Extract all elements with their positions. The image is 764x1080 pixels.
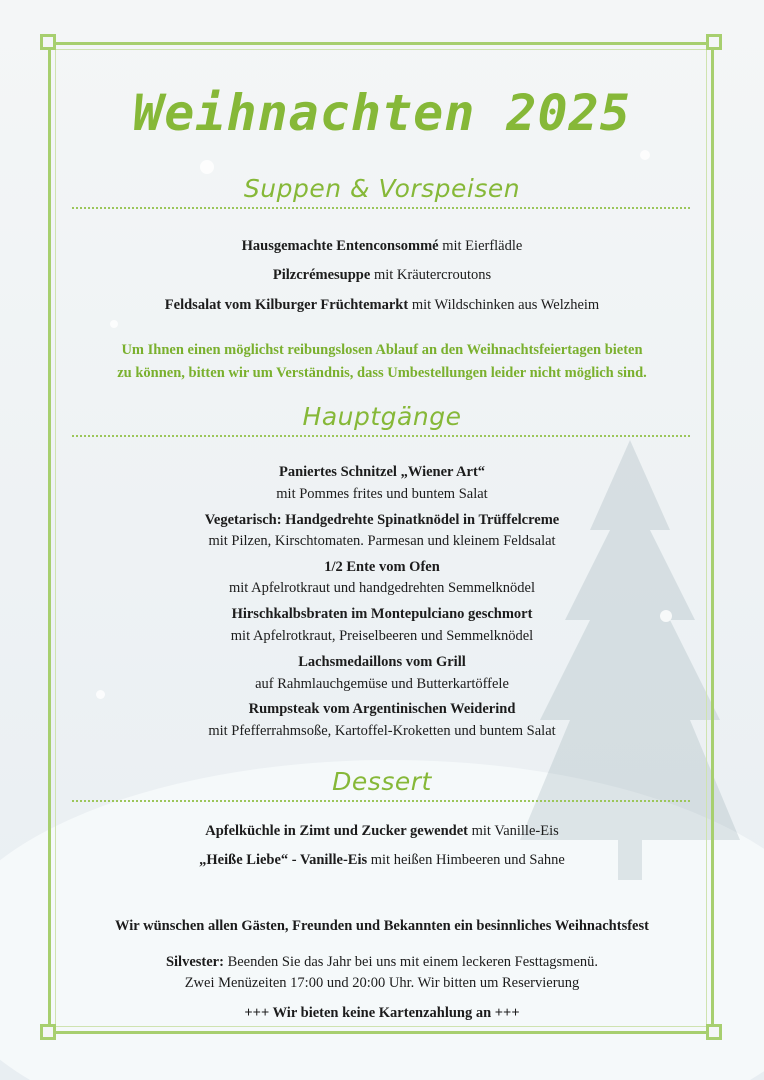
menu-item-name: Hirschkalbsbraten im Montepulciano geschmort: [231, 606, 533, 622]
menu-item-desc: mit Eierflädle: [438, 238, 523, 254]
menu-item: [0, 296, 764, 314]
menu-item-desc: mit Apfelrotkraut, Preiselbeeren und Semmelknödel: [230, 628, 534, 644]
menu-item-desc: mit Pfefferrahmsoße, Kartoffel-Kroketten und buntem Salat: [208, 723, 556, 739]
silvester-info: [0, 953, 764, 971]
payment-notice: +++ Wir bieten keine Kartenzahlung an +++: [244, 1005, 520, 1021]
section-divider: [72, 800, 690, 802]
frame-corner: [706, 34, 722, 50]
section-divider: [72, 207, 690, 209]
menu-item-desc: mit Kräutercroutons: [370, 267, 492, 283]
menu-item: [0, 822, 764, 840]
menu-item-name: Pilzcrémesuppe: [272, 267, 371, 283]
silvester-times: Zwei Menüzeiten 17:00 und 20:00 Uhr. Wir bitten um Reservierung: [184, 975, 580, 991]
page-title: Weihnachten 2025: [133, 84, 631, 142]
silvester-label: Silvester:: [165, 954, 224, 970]
menu-item-name: Paniertes Schnitzel „Wiener Art“: [278, 464, 486, 480]
booking-notice-line: zu können, bitten wir um Verständnis, dass Umbestellungen leider nicht möglich sind.: [117, 365, 647, 381]
menu-item-name: Hausgemachte Entenconsommé: [241, 238, 439, 254]
menu-item-name: Rumpsteak vom Argentinischen Weiderind: [248, 701, 516, 717]
frame-corner: [706, 1024, 722, 1040]
menu-item-desc: mit Vanille-Eis: [468, 823, 559, 839]
menu-item-desc: mit heißen Himbeeren und Sahne: [367, 852, 565, 868]
menu-item-name: „Heiße Liebe“ - Vanille-Eis: [199, 852, 368, 868]
booking-notice-line: Um Ihnen einen möglichst reibungslosen Ablauf an den Weihnachtsfeiertagen bieten: [121, 342, 643, 358]
menu-item-desc: auf Rahmlauchgemüse und Butterkartöffele: [255, 676, 509, 692]
menu-item-desc: mit Pilzen, Kirschtomaten. Parmesan und kleinem Feldsalat: [208, 533, 556, 549]
menu-item-desc: mit Pommes frites und buntem Salat: [276, 486, 488, 502]
section-heading-dessert: Dessert: [332, 767, 432, 796]
menu-item-name: Apfelküchle in Zimt und Zucker gewendet: [205, 823, 468, 839]
menu-item-name: Lachsmedaillons vom Grill: [298, 654, 466, 670]
menu-item: [0, 851, 764, 869]
menu-item-name: 1/2 Ente vom Ofen: [324, 559, 440, 575]
silvester-text: Beenden Sie das Jahr bei uns mit einem leckeren Festtagsmenü.: [223, 954, 599, 970]
menu-item: [0, 237, 764, 255]
section-heading-starters: Suppen & Vorspeisen: [243, 174, 521, 203]
menu-item: [0, 266, 764, 284]
menu-item-name: Feldsalat vom Kilburger Früchtemarkt: [164, 297, 409, 313]
frame-corner: [40, 34, 56, 50]
section-divider: [72, 435, 690, 437]
holiday-greeting: Wir wünschen allen Gästen, Freunden und Bekannten ein besinnliches Weihnachtsfest: [115, 918, 649, 934]
menu-item-desc: mit Apfelrotkraut und handgedrehten Semmelknödel: [228, 580, 536, 596]
menu-item-desc: mit Wildschinken aus Welzheim: [408, 297, 600, 313]
frame-corner: [40, 1024, 56, 1040]
menu-item-name: Vegetarisch: Handgedrehte Spinatknödel in Trüffelcreme: [204, 512, 560, 528]
section-heading-mains: Hauptgänge: [302, 402, 462, 431]
